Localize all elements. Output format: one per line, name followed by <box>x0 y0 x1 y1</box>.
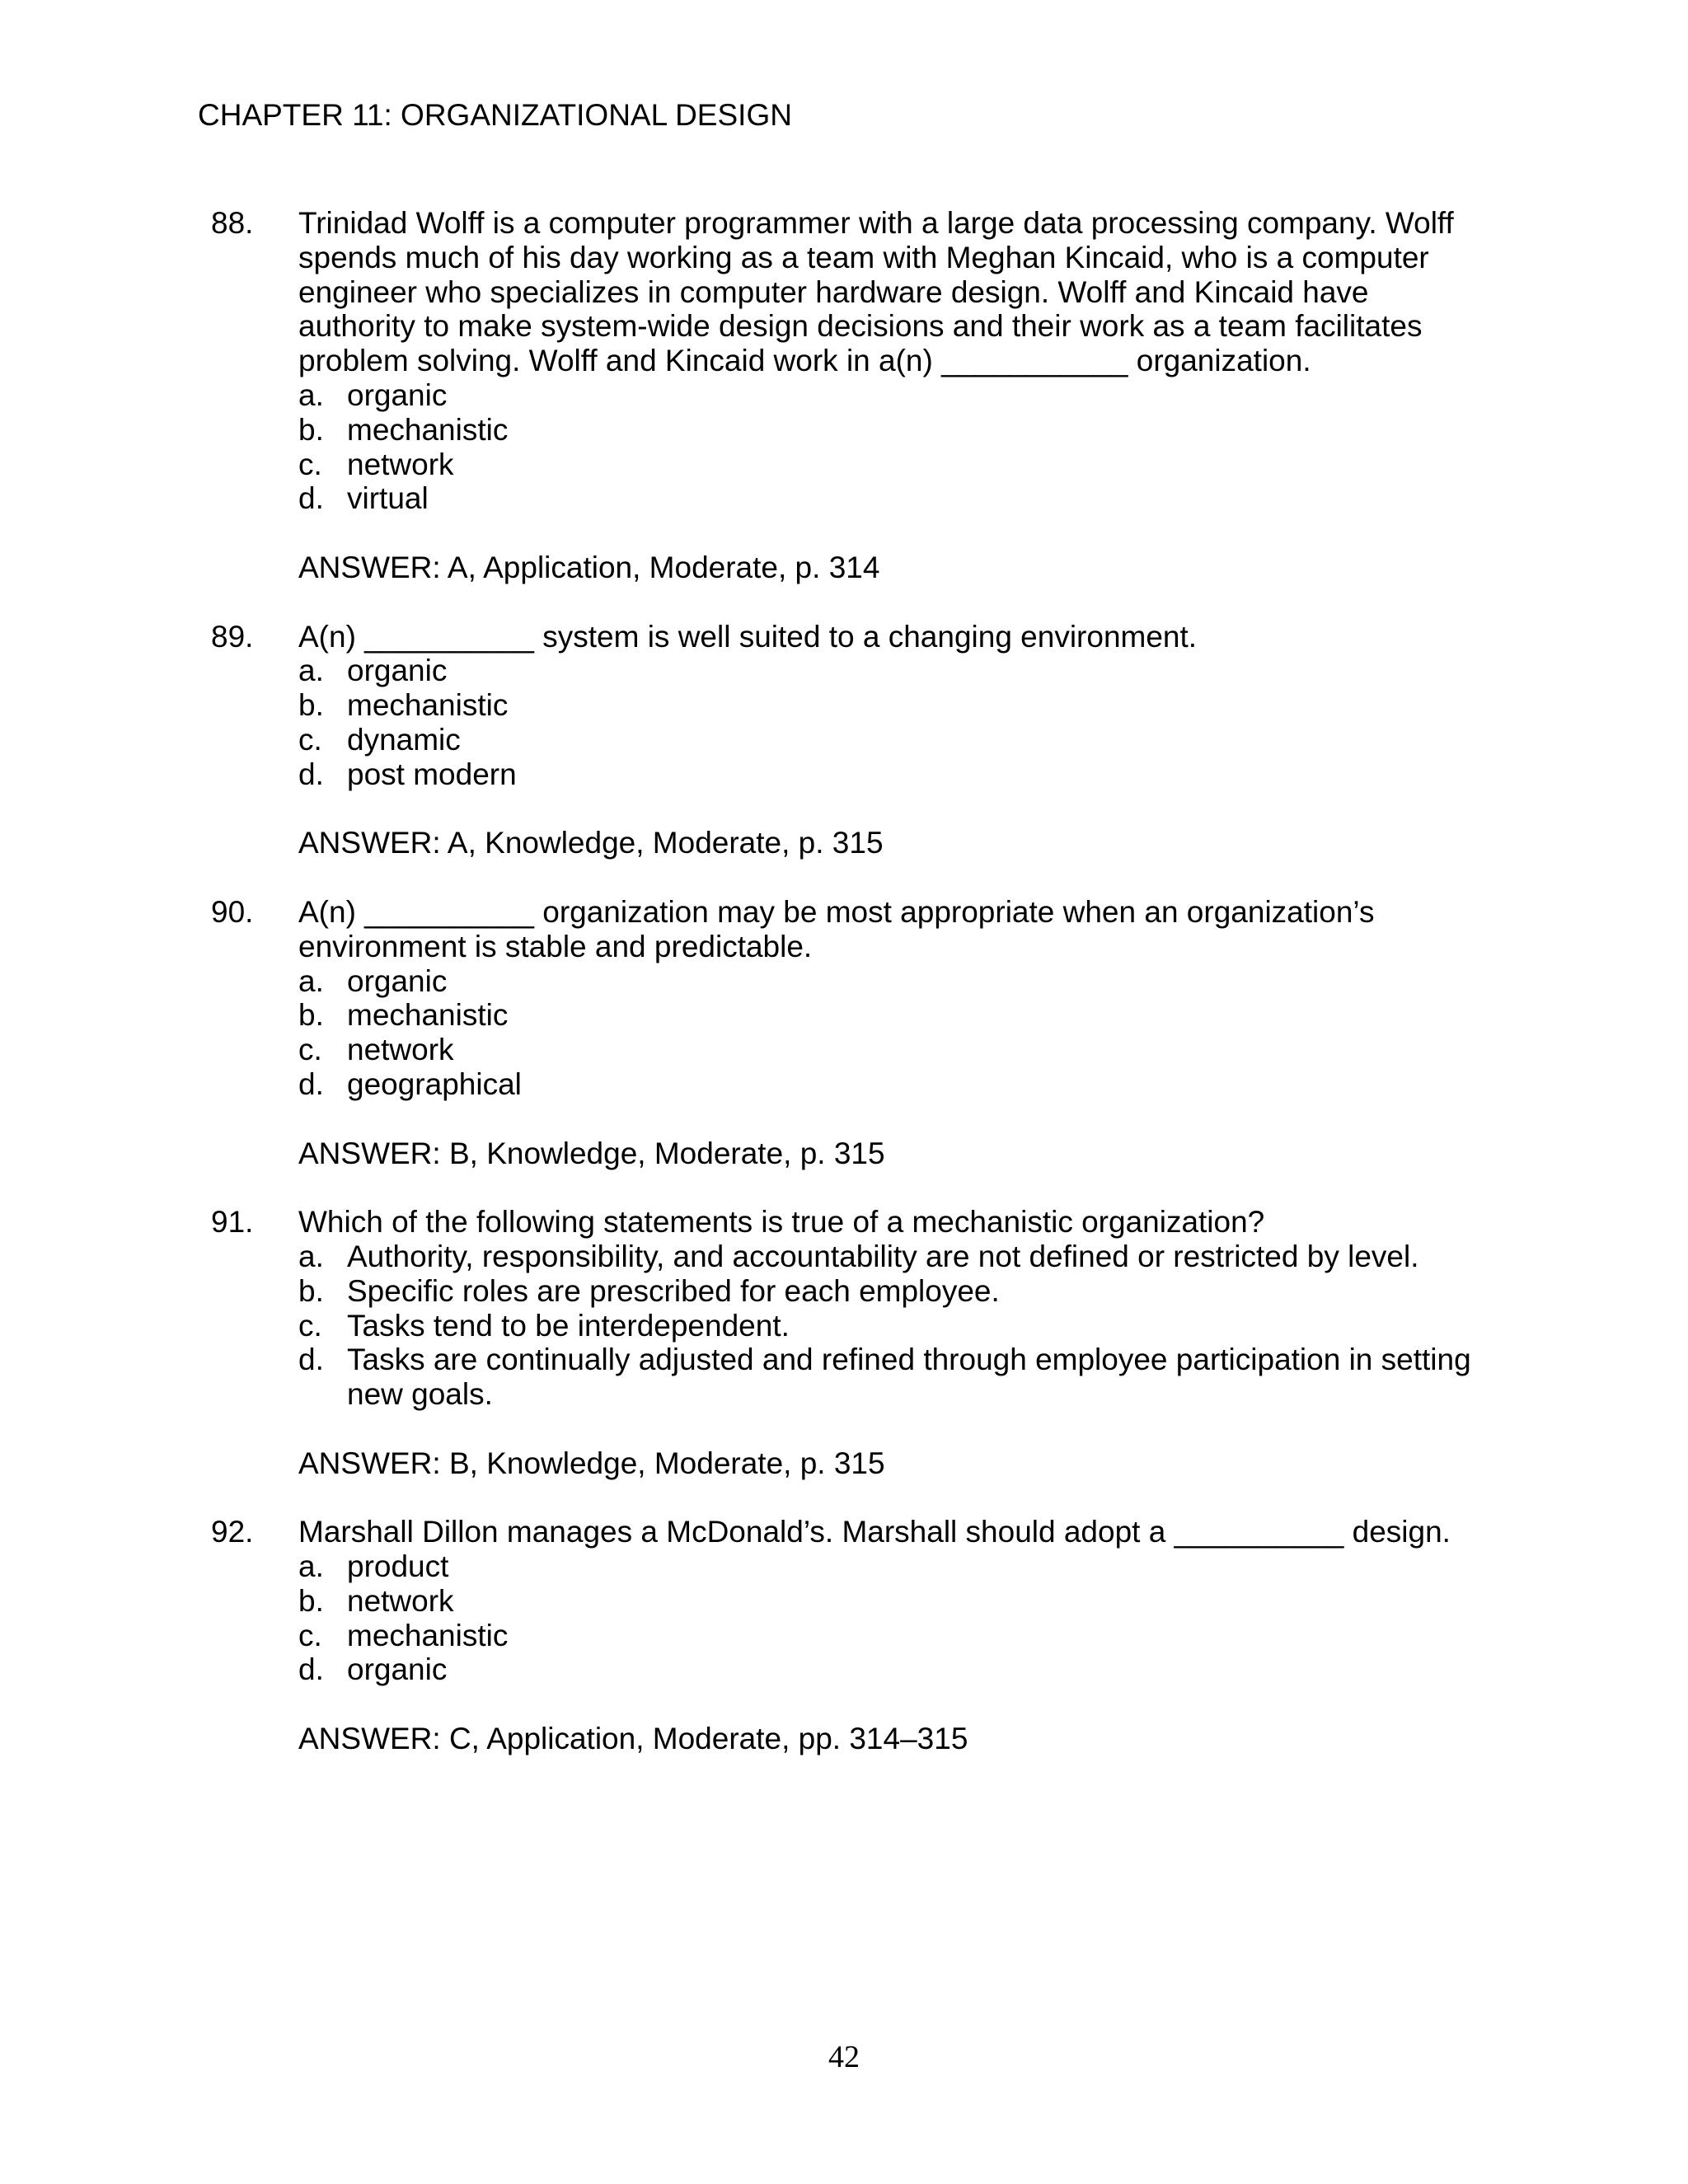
option-d <box>298 1652 1497 1687</box>
option-list <box>298 964 1497 1102</box>
option-b <box>298 413 1497 448</box>
option-letter: d. <box>298 1343 324 1377</box>
option-text: Authority, responsibility, and accountability are not defined or restricted by level. <box>347 1239 1419 1273</box>
option-b <box>298 688 1497 723</box>
option-a <box>298 1240 1497 1274</box>
option-letter: c. <box>298 1308 322 1343</box>
option-letter: c. <box>298 1618 322 1652</box>
answer-line: ANSWER: C, Application, Moderate, pp. 314–315 <box>298 1722 968 1756</box>
option-text: organic <box>347 377 448 412</box>
option-text: organic <box>347 963 448 998</box>
option-letter: d. <box>298 481 324 516</box>
question-91 <box>211 1205 1497 1480</box>
option-letter: b. <box>298 688 324 723</box>
question-list <box>211 206 1497 1791</box>
page-number: 42 <box>828 2040 860 2074</box>
option-letter: b. <box>298 1583 324 1618</box>
option-c <box>298 1309 1497 1343</box>
option-letter: a. <box>298 963 324 998</box>
option-text: post modern <box>347 757 517 791</box>
option-b <box>298 998 1497 1033</box>
question-90 <box>211 895 1497 1170</box>
option-letter: b. <box>298 412 324 447</box>
option-letter: d. <box>298 1066 324 1101</box>
option-c <box>298 1033 1497 1067</box>
option-text: organic <box>347 654 448 688</box>
option-letter: c. <box>298 722 322 757</box>
question-88 <box>211 206 1497 585</box>
question-89 <box>211 620 1497 861</box>
option-text: geographical <box>347 1066 522 1101</box>
option-list <box>298 1549 1497 1687</box>
option-text: network <box>347 1583 454 1618</box>
question-stem: A(n) __________ organization may be most appropriate when an organization’s environment is stable and predictable. <box>298 894 1375 963</box>
question-number: 89. <box>211 619 254 654</box>
option-list <box>298 1240 1497 1412</box>
question-92 <box>211 1515 1497 1756</box>
option-text: organic <box>347 1652 448 1687</box>
option-text: mechanistic <box>347 688 509 723</box>
option-text: Tasks tend to be interdependent. <box>347 1308 790 1343</box>
option-d <box>298 481 1497 516</box>
option-text: network <box>347 1033 454 1067</box>
option-a <box>298 378 1497 413</box>
option-text: mechanistic <box>347 998 509 1033</box>
option-text: Specific roles are prescribed for each employee. <box>347 1273 1000 1308</box>
answer-line: ANSWER: A, Application, Moderate, p. 314 <box>298 550 880 584</box>
question-number: 91. <box>211 1205 254 1240</box>
option-letter: a. <box>298 377 324 412</box>
answer-line: ANSWER: B, Knowledge, Moderate, p. 315 <box>298 1136 885 1170</box>
option-b <box>298 1584 1497 1619</box>
question-number: 90. <box>211 894 254 929</box>
option-letter: b. <box>298 1273 324 1308</box>
option-text: Tasks are continually adjusted and refined through employee participation in setting new goals. <box>347 1343 1471 1412</box>
option-letter: c. <box>298 1033 322 1067</box>
option-text: virtual <box>347 481 429 516</box>
option-letter: a. <box>298 1549 324 1584</box>
option-text: network <box>347 447 454 481</box>
option-b <box>298 1274 1497 1309</box>
answer-line: ANSWER: A, Knowledge, Moderate, p. 315 <box>298 826 884 860</box>
option-d <box>298 1067 1497 1102</box>
option-letter: a. <box>298 654 324 688</box>
option-list <box>298 378 1497 516</box>
question-stem: Which of the following statements is true of a mechanistic organization? <box>298 1205 1265 1240</box>
question-stem: A(n) __________ system is well suited to a changing environment. <box>298 619 1198 654</box>
option-c <box>298 1619 1497 1653</box>
chapter-title: CHAPTER 11: ORGANIZATIONAL DESIGN <box>198 98 792 132</box>
question-stem: Marshall Dillon manages a McDonald’s. Marshall should adopt a __________ design. <box>298 1515 1451 1549</box>
option-d <box>298 1343 1497 1412</box>
option-a <box>298 964 1497 999</box>
question-stem: Trinidad Wolff is a computer programmer with a large data processing company. Wolff spends much of his day working as a team with Meghan Kincaid, who is a computer engineer who specializes in computer hardware design. Wolff and Kincaid have authority to make system-wide design decisions and their work as a team facilitates problem solving. Wolff and Kincaid work in a(n) ___________ organization. <box>298 206 1454 378</box>
option-list <box>298 654 1497 791</box>
option-c <box>298 723 1497 757</box>
question-number: 88. <box>211 206 254 240</box>
option-text: dynamic <box>347 722 461 757</box>
option-letter: a. <box>298 1239 324 1273</box>
question-number: 92. <box>211 1515 254 1549</box>
answer-line: ANSWER: B, Knowledge, Moderate, p. 315 <box>298 1446 885 1480</box>
option-text: product <box>347 1549 449 1584</box>
option-letter: c. <box>298 447 322 481</box>
option-a <box>298 1549 1497 1584</box>
option-c <box>298 448 1497 482</box>
option-letter: d. <box>298 757 324 791</box>
option-d <box>298 757 1497 792</box>
option-text: mechanistic <box>347 412 509 447</box>
option-letter: d. <box>298 1652 324 1687</box>
option-letter: b. <box>298 998 324 1033</box>
option-a <box>298 654 1497 688</box>
option-text: mechanistic <box>347 1618 509 1652</box>
